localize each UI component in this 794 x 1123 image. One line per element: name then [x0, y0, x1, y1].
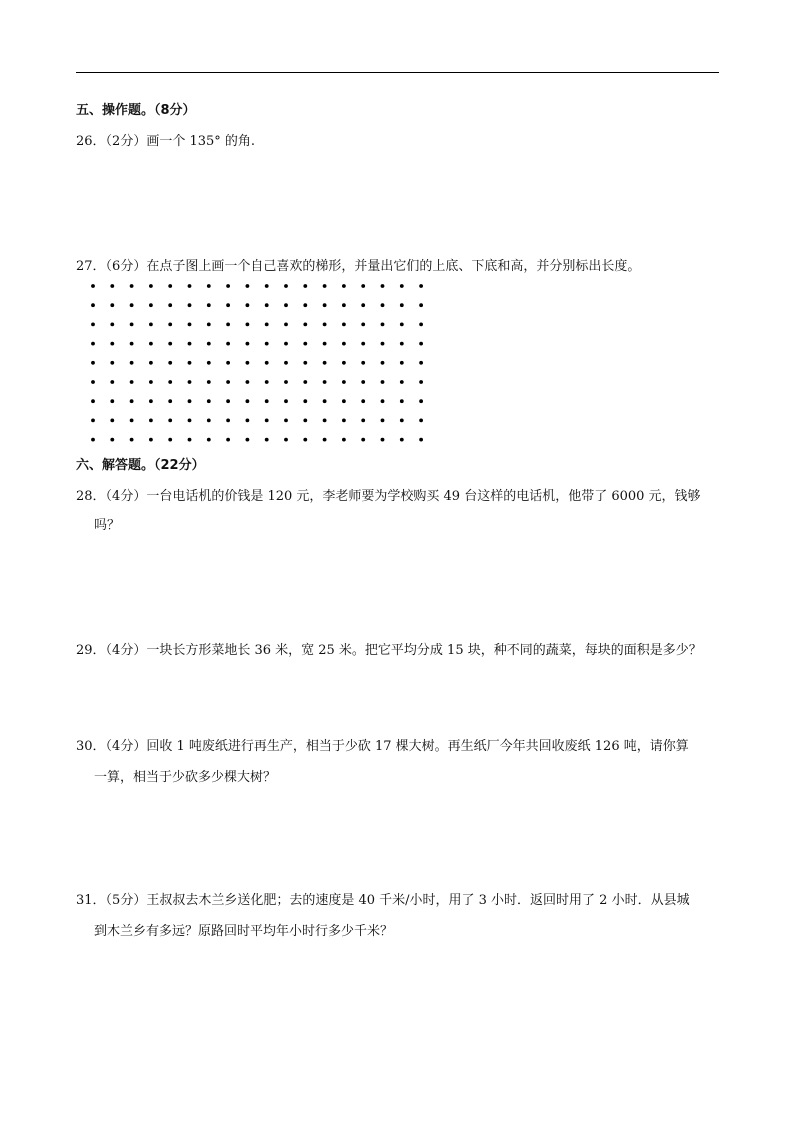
grid-dot	[361, 399, 365, 403]
grid-dot	[303, 361, 307, 365]
grid-dot	[130, 284, 134, 288]
grid-dot	[130, 419, 134, 423]
grid-dot	[323, 303, 327, 307]
grid-dot	[303, 303, 307, 307]
grid-dot	[419, 284, 423, 288]
grid-dot	[226, 438, 230, 442]
grid-dot	[303, 438, 307, 442]
grid-dot	[168, 380, 172, 384]
grid-dot	[284, 438, 288, 442]
grid-dot	[91, 399, 95, 403]
grid-dot	[303, 342, 307, 346]
question-31-line2: 到木兰乡有多远？原路回时平均年小时行多少千米？	[94, 924, 394, 939]
grid-dot	[284, 342, 288, 346]
grid-dot	[284, 361, 288, 365]
question-26: 26．（2分）画一个 135° 的角.	[76, 134, 256, 149]
grid-dot	[419, 342, 423, 346]
grid-dot	[381, 419, 385, 423]
grid-dot	[188, 361, 192, 365]
grid-dot	[168, 342, 172, 346]
grid-dot	[188, 323, 192, 327]
grid-dot	[168, 323, 172, 327]
grid-dot	[207, 361, 211, 365]
grid-dot	[342, 438, 346, 442]
question-31-line1: 31．（5分）王叔叔去木兰乡送化肥；去的速度是 40 千米/小时，用了 3 小时．返回时用了 2 小时．从县城	[76, 893, 690, 908]
grid-dot	[284, 303, 288, 307]
grid-dot	[207, 323, 211, 327]
grid-dot	[265, 380, 269, 384]
grid-dot	[110, 323, 114, 327]
grid-dot	[188, 399, 192, 403]
grid-dot	[207, 284, 211, 288]
grid-dot	[110, 342, 114, 346]
grid-dot	[342, 323, 346, 327]
grid-dot	[110, 380, 114, 384]
grid-dot	[323, 361, 327, 365]
grid-dot	[419, 323, 423, 327]
grid-dot	[419, 380, 423, 384]
grid-dot	[323, 380, 327, 384]
grid-dot	[130, 438, 134, 442]
grid-dot	[303, 399, 307, 403]
grid-dot	[188, 419, 192, 423]
grid-dot	[130, 399, 134, 403]
grid-dot	[265, 342, 269, 346]
grid-dot	[323, 438, 327, 442]
grid-dot	[419, 303, 423, 307]
grid-dot	[246, 361, 250, 365]
grid-dot	[91, 284, 95, 288]
grid-dot	[400, 342, 404, 346]
grid-dot	[284, 323, 288, 327]
grid-dot	[381, 438, 385, 442]
grid-dot	[342, 303, 346, 307]
grid-dot	[400, 323, 404, 327]
grid-dot	[419, 419, 423, 423]
dot-grid-paper[interactable]	[88, 278, 428, 448]
grid-dot	[381, 380, 385, 384]
grid-dot	[303, 419, 307, 423]
grid-dot	[323, 419, 327, 423]
grid-dot	[188, 438, 192, 442]
grid-dot	[265, 438, 269, 442]
grid-dot	[226, 323, 230, 327]
grid-dot	[149, 303, 153, 307]
grid-dot	[168, 303, 172, 307]
grid-dot	[265, 361, 269, 365]
grid-dot	[342, 284, 346, 288]
grid-dot	[246, 399, 250, 403]
grid-dot	[361, 342, 365, 346]
grid-dot	[284, 419, 288, 423]
grid-dot	[91, 342, 95, 346]
grid-dot	[130, 361, 134, 365]
grid-dot	[342, 380, 346, 384]
grid-dot	[381, 342, 385, 346]
grid-dot	[149, 284, 153, 288]
grid-dot	[381, 361, 385, 365]
grid-dot	[207, 399, 211, 403]
grid-dot	[419, 438, 423, 442]
grid-dot	[149, 438, 153, 442]
grid-dot	[246, 284, 250, 288]
grid-dot	[246, 342, 250, 346]
grid-dot	[361, 284, 365, 288]
grid-dot	[400, 438, 404, 442]
grid-dot	[91, 303, 95, 307]
grid-dot	[168, 399, 172, 403]
grid-dot	[168, 361, 172, 365]
grid-dot	[149, 399, 153, 403]
header-divider	[76, 72, 719, 73]
grid-dot	[207, 380, 211, 384]
grid-dot	[265, 419, 269, 423]
question-29: 29．（4分）一块长方形菜地长 36 米，宽 25 米。把它平均分成 15 块，种不同的蔬菜，每块的面积是多少？	[76, 643, 702, 658]
grid-dot	[188, 284, 192, 288]
grid-dot	[342, 342, 346, 346]
grid-dot	[207, 419, 211, 423]
grid-dot	[342, 399, 346, 403]
grid-dot	[303, 284, 307, 288]
grid-dot	[149, 361, 153, 365]
grid-dot	[265, 399, 269, 403]
grid-dot	[284, 399, 288, 403]
grid-dot	[342, 361, 346, 365]
grid-dot	[361, 419, 365, 423]
grid-dot	[361, 380, 365, 384]
grid-dot	[226, 399, 230, 403]
grid-dot	[419, 399, 423, 403]
grid-dot	[400, 361, 404, 365]
question-27: 27．（6分）在点子图上画一个自己喜欢的梯形，并量出它们的上底、下底和高，并分别标出长度。	[76, 259, 641, 274]
grid-dot	[110, 399, 114, 403]
grid-dot	[381, 284, 385, 288]
grid-dot	[400, 380, 404, 384]
section-title-operation: 五、操作题。（8分）	[76, 103, 196, 118]
grid-dot	[226, 419, 230, 423]
grid-dot	[226, 303, 230, 307]
grid-dot	[188, 380, 192, 384]
grid-dot	[91, 438, 95, 442]
grid-dot	[168, 284, 172, 288]
grid-dot	[323, 323, 327, 327]
grid-dot	[226, 380, 230, 384]
grid-dot	[149, 342, 153, 346]
grid-dot	[226, 342, 230, 346]
grid-dot	[381, 399, 385, 403]
grid-dot	[361, 323, 365, 327]
grid-dot	[168, 438, 172, 442]
grid-dot	[400, 399, 404, 403]
grid-dot	[323, 284, 327, 288]
question-28-line1: 28．（4分）一台电话机的价钱是 120 元，李老师要为学校购买 49 台这样的电话机，他带了 6000 元，钱够	[76, 489, 701, 504]
grid-dot	[323, 399, 327, 403]
section-title-solving: 六、解答题。（22分）	[76, 458, 205, 473]
grid-dot	[361, 361, 365, 365]
grid-dot	[400, 303, 404, 307]
grid-dot	[188, 342, 192, 346]
grid-dot	[419, 361, 423, 365]
grid-dot	[246, 303, 250, 307]
grid-dot	[400, 419, 404, 423]
grid-dot	[323, 342, 327, 346]
grid-dot	[246, 438, 250, 442]
grid-dot	[91, 323, 95, 327]
grid-dot	[207, 438, 211, 442]
question-30-line1: 30．（4分）回收 1 吨废纸进行再生产，相当于少砍 17 棵大树。再生纸厂今年共回收废纸 126 吨，请你算	[76, 739, 689, 754]
grid-dot	[284, 380, 288, 384]
grid-dot	[246, 323, 250, 327]
grid-dot	[188, 303, 192, 307]
grid-dot	[130, 303, 134, 307]
grid-dot	[130, 380, 134, 384]
grid-dot	[246, 380, 250, 384]
grid-dot	[110, 419, 114, 423]
grid-dot	[342, 419, 346, 423]
grid-dot	[361, 438, 365, 442]
grid-dot	[303, 380, 307, 384]
grid-dot	[110, 284, 114, 288]
grid-dot	[91, 380, 95, 384]
grid-dot	[265, 303, 269, 307]
question-30-line2: 一算，相当于少砍多少棵大树？	[94, 770, 277, 785]
grid-dot	[226, 361, 230, 365]
grid-dot	[400, 284, 404, 288]
grid-dot	[149, 323, 153, 327]
grid-dot	[246, 419, 250, 423]
grid-dot	[110, 303, 114, 307]
grid-dot	[110, 361, 114, 365]
grid-dot	[303, 323, 307, 327]
grid-dot	[130, 342, 134, 346]
grid-dot	[149, 419, 153, 423]
grid-dot	[265, 284, 269, 288]
grid-dot	[207, 303, 211, 307]
grid-dot	[207, 342, 211, 346]
grid-dot	[91, 361, 95, 365]
grid-dot	[381, 323, 385, 327]
grid-dot	[381, 303, 385, 307]
grid-dot	[149, 380, 153, 384]
grid-dot	[226, 284, 230, 288]
grid-dot	[91, 419, 95, 423]
question-28-line2: 吗？	[94, 518, 121, 533]
grid-dot	[361, 303, 365, 307]
grid-dot	[168, 419, 172, 423]
grid-dot	[130, 323, 134, 327]
grid-dot	[110, 438, 114, 442]
grid-dot	[284, 284, 288, 288]
grid-dot	[265, 323, 269, 327]
